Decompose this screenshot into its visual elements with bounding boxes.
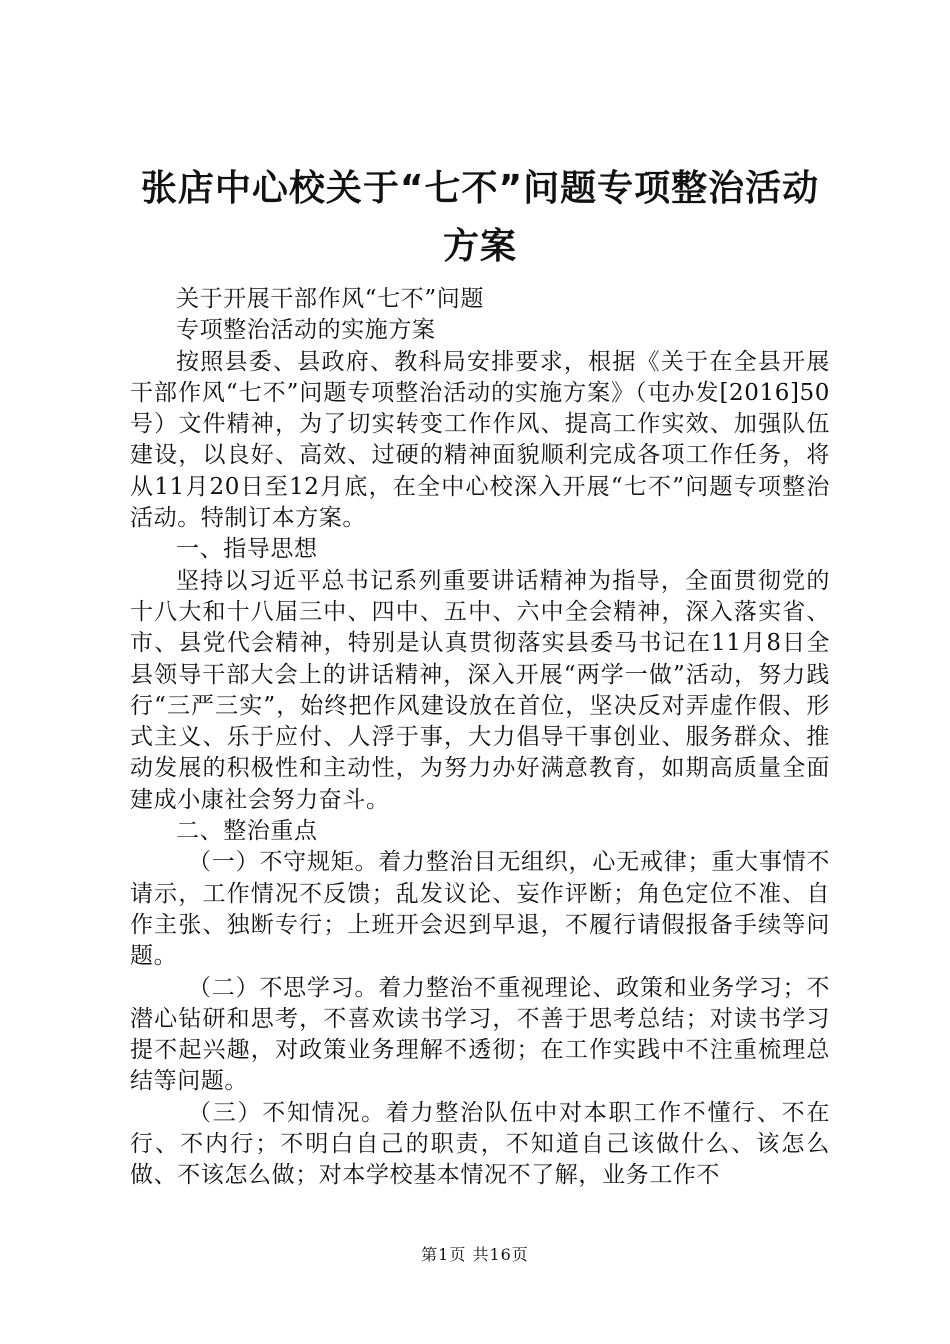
subtitle-line-1: 关于开展干部作风“七不”问题 bbox=[176, 286, 484, 312]
item-1-paragraph: （一）不守规矩。着力整治目无组织，心无戒律；重大事情不请示，工作情况不反馈；乱发议论、妄作评断；角色定位不准、自作主张、独断专行；上班开会迟到早退，不履行请假报备手续等问题。 bbox=[130, 849, 830, 970]
subtitle-line-2: 专项整治活动的实施方案 bbox=[176, 317, 436, 344]
document-title: 张店中心校关于“七不”问题专项整治活动方案 bbox=[140, 168, 820, 267]
item-3-paragraph: （三）不知情况。着力整治队伍中对本职工作不懂行、不在行、不内行；不明白自己的职责，不知道自己该做什么、该怎么做、不该怎么做；对本学校基本情况不了解，业务工作不 bbox=[130, 1099, 830, 1189]
item-2-paragraph: （二）不思学习。着力整治不重视理论、政策和业务学习；不潜心钻研和思考，不喜欢读书学习，不善于思考总结；对读书学习提不起兴趣，对政策业务理解不透彻；在工作实践中不注重梳理总结等问题。 bbox=[130, 974, 830, 1095]
page-footer: 第1页 共16页 bbox=[421, 1245, 529, 1264]
section-1-heading: 一、指导思想 bbox=[176, 536, 318, 563]
section-1-body: 坚持以习近平总书记系列重要讲话精神为指导，全面贯彻党的十八大和十八届三中、四中、五中、六中全会精神，深入落实省、市、县党代会精神，特别是认真贯彻落实县委马书记在11月8日全县领导干部大会上的讲话精神，深入开展“两学一做”活动，努力践行“三严三实”，始终把作风建设放在首位，坚决反对弄虚作假、形式主义、乐于应付、人浮于事，大力倡导干事创业、服务群众、推动发展的积极性和主动性，为努力办好满意教育，如期高质量全面建成小康社会努力奋斗。 bbox=[130, 567, 830, 813]
intro-paragraph: 按照县委、县政府、教科局安排要求，根据《关于在全县开展干部作风“七不”问题专项整治活动的实施方案》（屯办发[2016]50号）文件精神，为了切实转变工作作风、提高工作实效、加强队伍建设，以良好、高效、过硬的精神面貌顺利完成各项工作任务，将从11月20日至12月底，在全中心校深入开展“七不”问题专项整治活动。特制订本方案。 bbox=[130, 348, 830, 532]
section-2-heading: 二、整治重点 bbox=[176, 818, 318, 845]
document-page bbox=[130, 160, 830, 1192]
